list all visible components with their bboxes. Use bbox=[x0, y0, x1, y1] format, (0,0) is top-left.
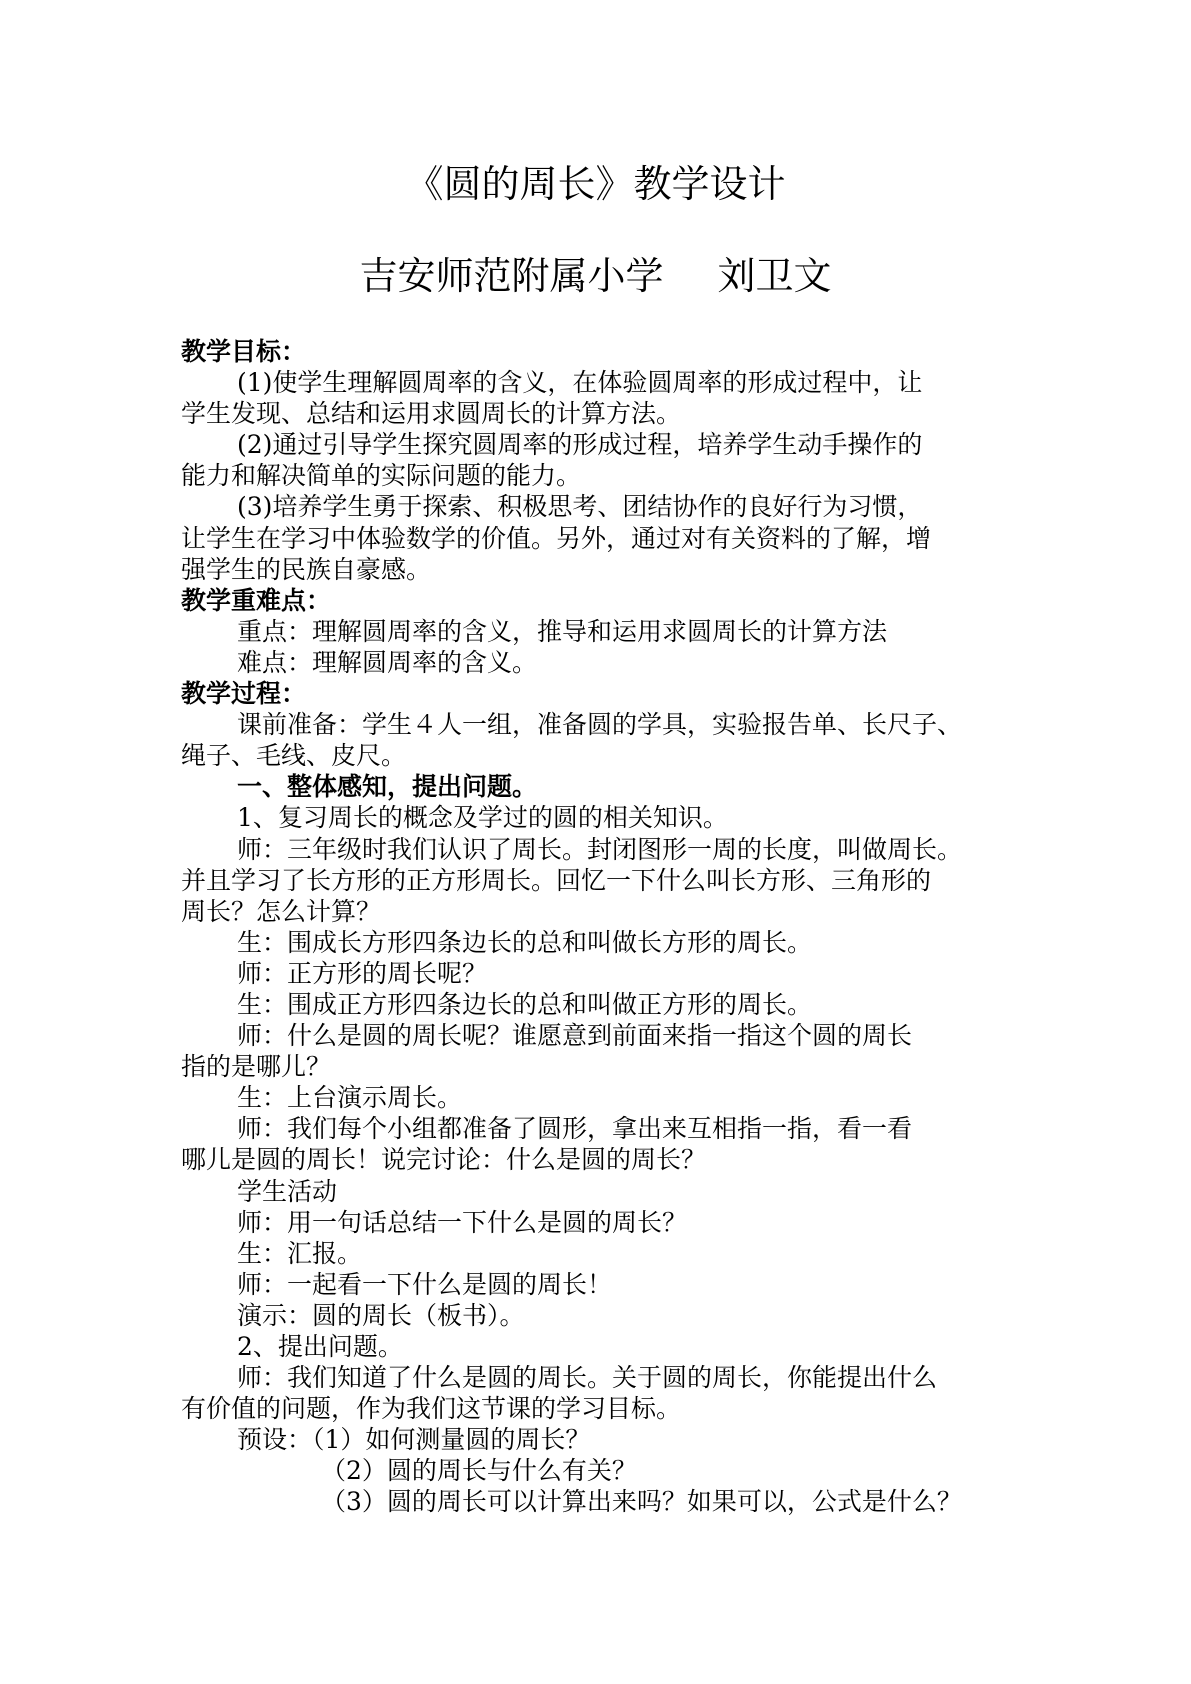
paragraph-line: 重点：理解圆周率的含义，推导和运用求圆周长的计算方法 bbox=[237, 616, 888, 646]
paragraph-line: 周长？怎么计算？ bbox=[181, 896, 382, 926]
paragraph-line: 生：围成长方形四条边长的总和叫做长方形的周长。 bbox=[237, 927, 813, 957]
paragraph-line: 师：我们每个小组都准备了圆形，拿出来互相指一指，看一看 bbox=[237, 1114, 913, 1144]
document-title: 《圆的周长》教学设计 bbox=[405, 162, 786, 206]
paragraph-line: 学生发现、总结和运用求圆周长的计算方法。 bbox=[181, 399, 682, 429]
school-name: 吉安师范附属小学 bbox=[359, 254, 664, 298]
paragraph-line: 师：一起看一下什么是圆的周长！ bbox=[237, 1269, 613, 1299]
paragraph-line: 师：我们知道了什么是圆的周长。关于圆的周长，你能提出什么 bbox=[237, 1363, 938, 1393]
paragraph-line: 课前准备：学生４人一组，准备圆的学具，实验报告单、长尺子、 bbox=[237, 710, 963, 740]
paragraph-line: 师：正方形的周长呢？ bbox=[237, 958, 488, 988]
paragraph-line: (2)通过引导学生探究圆周率的形成过程，培养学生动手操作的 bbox=[237, 430, 923, 460]
section-heading: 教学目标： bbox=[181, 337, 307, 366]
paragraph-line: 能力和解决简单的实际问题的能力。 bbox=[181, 461, 582, 491]
paragraph-line: 演示：圆的周长（板书）。 bbox=[237, 1300, 525, 1330]
section-heading: 教学过程： bbox=[181, 679, 307, 709]
paragraph-line: 让学生在学习中体验数学的价值。另外，通过对有关资料的了解，增 bbox=[181, 523, 932, 553]
paragraph-line: 并且学习了长方形的正方形周长。回忆一下什么叫长方形、三角形的 bbox=[181, 865, 932, 895]
paragraph-line: 哪儿是圆的周长！说完讨论：什么是圆的周长？ bbox=[181, 1145, 707, 1175]
paragraph-line: 生：上台演示周长。 bbox=[237, 1083, 463, 1113]
paragraph-line: 师：用一句话总结一下什么是圆的周长？ bbox=[237, 1207, 688, 1237]
document-body bbox=[181, 336, 1021, 1518]
author-line bbox=[0, 252, 1191, 300]
paragraph-line: 强学生的民族自豪感。 bbox=[181, 554, 432, 584]
paragraph-line: 有价值的问题，作为我们这节课的学习目标。 bbox=[181, 1394, 682, 1424]
paragraph-line: 1、复习周长的概念及学过的圆的相关知识。 bbox=[237, 803, 728, 833]
paragraph-line: 2、提出问题。 bbox=[237, 1332, 403, 1361]
paragraph-line: (3)培养学生勇于探索、积极思考、团结协作的良好行为习惯， bbox=[237, 492, 923, 522]
paragraph-line: (1)使学生理解圆周率的含义，在体验圆周率的形成过程中，让 bbox=[237, 368, 923, 398]
paragraph-line: （3）圆的周长可以计算出来吗？如果可以，公式是什么？ bbox=[321, 1487, 962, 1517]
author-name: 刘卫文 bbox=[717, 254, 832, 298]
paragraph-line: 预设：（1）如何测量圆的周长？ bbox=[237, 1425, 591, 1455]
paragraph-line: 生：汇报。 bbox=[237, 1238, 363, 1268]
paragraph-line: （2）圆的周长与什么有关？ bbox=[321, 1456, 637, 1486]
paragraph-line: 生：围成正方形四条边长的总和叫做正方形的周长。 bbox=[237, 989, 813, 1019]
paragraph-line: 学生活动 bbox=[237, 1176, 338, 1206]
paragraph-line: 绳子、毛线、皮尺。 bbox=[181, 741, 407, 771]
paragraph-line: 师：什么是圆的周长呢？谁愿意到前面来指一指这个圆的周长 bbox=[237, 1021, 913, 1051]
paragraph-line: 指的是哪儿？ bbox=[181, 1052, 332, 1082]
section-heading: 教学重难点： bbox=[181, 585, 332, 615]
section-heading: 一、整体感知，提出问题。 bbox=[237, 772, 538, 802]
paragraph-line: 难点：理解圆周率的含义。 bbox=[237, 647, 538, 677]
paragraph-line: 师：三年级时我们认识了周长。封闭图形一周的长度，叫做周长。 bbox=[237, 834, 963, 864]
